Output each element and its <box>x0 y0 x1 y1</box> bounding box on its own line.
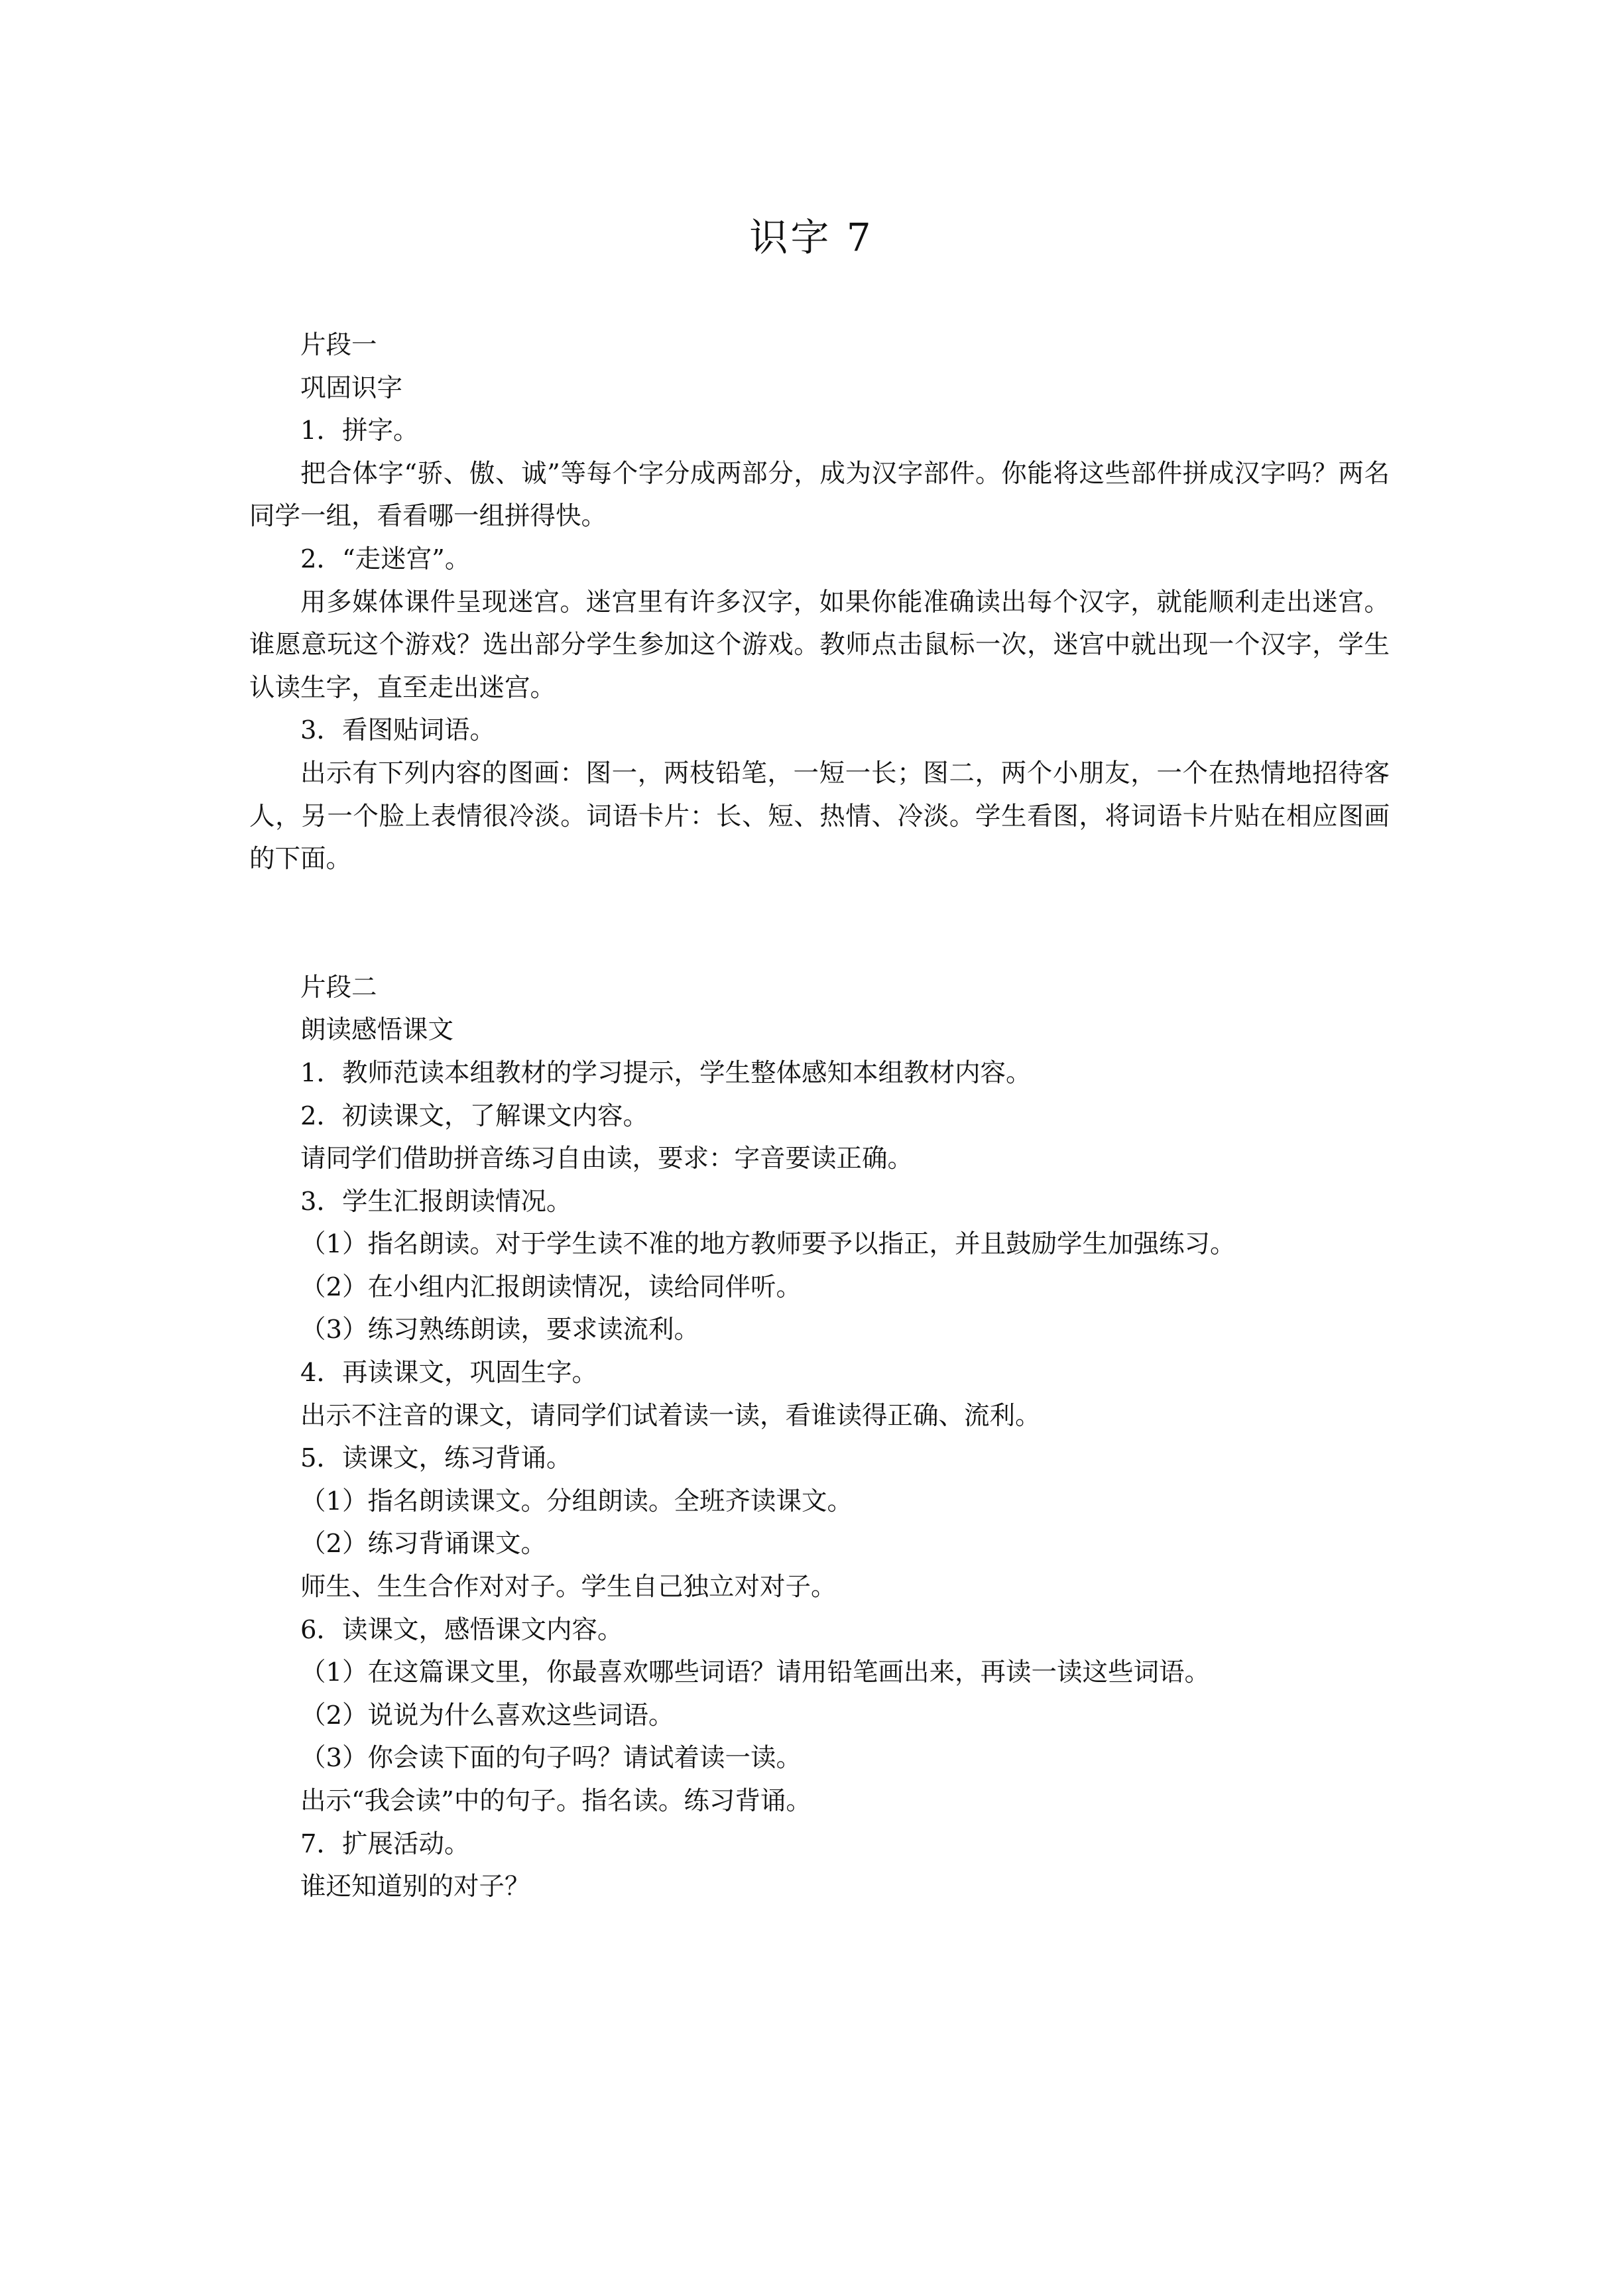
section-spacer <box>249 881 1390 967</box>
step-heading: 1．拼字。 <box>300 416 419 446</box>
step-heading: 2．“走迷宫”。 <box>300 544 471 574</box>
step-heading: 3．学生汇报朗读情况。 <box>300 1186 572 1217</box>
paragraph: 出示“我会读”中的句子。指名读。练习背诵。 <box>300 1786 812 1816</box>
paragraph: 用多媒体课件呈现迷宫。迷宫里有许多汉字，如果你能准确读出每个汉字，就能顺利走出迷宫。谁愿意玩这个游戏？选出部分学生参加这个游戏。教师点击鼠标一次，迷宫中就出现一个汉字，学生认读生字，直至走出迷宫。 <box>249 587 1390 703</box>
paragraph: 谁还知道别的对子？ <box>300 1872 530 1902</box>
step-heading: 3．看图贴词语。 <box>300 715 495 746</box>
sub-item: （2）说说为什么喜欢这些词语。 <box>300 1700 674 1730</box>
step-heading: 7．扩展活动。 <box>300 1829 470 1859</box>
sub-item: （2）在小组内汇报朗读情况，读给同伴听。 <box>300 1272 802 1302</box>
paragraph: 把合体字“骄、傲、诚”等每个字分成两部分，成为汉字部件。你能将这些部件拼成汉字吗？两名同学一组，看看哪一组拼得快。 <box>249 458 1390 532</box>
sub-item: （3）练习熟练朗读，要求读流利。 <box>300 1315 699 1345</box>
section-subheading: 朗读感悟课文 <box>300 1015 454 1046</box>
paragraph: 师生、生生合作对对子。学生自己独立对对子。 <box>300 1572 837 1602</box>
step-heading: 4．再读课文，巩固生字。 <box>300 1358 597 1388</box>
paragraph: 出示不注音的课文，请同学们试着读一读，看谁读得正确、流利。 <box>300 1400 1041 1431</box>
paragraph: 出示有下列内容的图画：图一，两枝铅笔，一短一长；图二，两个小朋友，一个在热情地招待客人，另一个脸上表情很冷淡。词语卡片：长、短、热情、冷淡。学生看图，将词语卡片贴在相应图画的下面。 <box>249 758 1390 875</box>
sub-item: （1）在这篇课文里，你最喜欢哪些词语？请用铅笔画出来，再读一读这些词语。 <box>300 1658 1210 1688</box>
step-heading: 6．读课文，感悟课文内容。 <box>300 1614 623 1645</box>
section-subheading: 巩固识字 <box>300 373 403 403</box>
section-heading: 片段一 <box>300 330 377 360</box>
document-body <box>249 324 1390 1909</box>
sub-item: （1）指名朗读。对于学生读不准的地方教师要予以指正，并且鼓励学生加强练习。 <box>300 1229 1236 1260</box>
paragraph: 请同学们借助拼音练习自由读，要求：字音要读正确。 <box>300 1144 914 1174</box>
sub-item: （1）指名朗读课文。分组朗读。全班齐读课文。 <box>300 1486 853 1516</box>
sub-item: （2）练习背诵课文。 <box>300 1529 546 1559</box>
sub-item: （3）你会读下面的句子吗？请试着读一读。 <box>300 1743 802 1774</box>
step-heading: 1．教师范读本组教材的学习提示，学生整体感知本组教材内容。 <box>300 1057 1032 1088</box>
page-title: 识字 7 <box>749 215 874 260</box>
step-heading: 2．初读课文，了解课文内容。 <box>300 1101 648 1131</box>
step-heading: 5．读课文，练习背诵。 <box>300 1443 572 1474</box>
section-heading: 片段二 <box>300 972 377 1002</box>
